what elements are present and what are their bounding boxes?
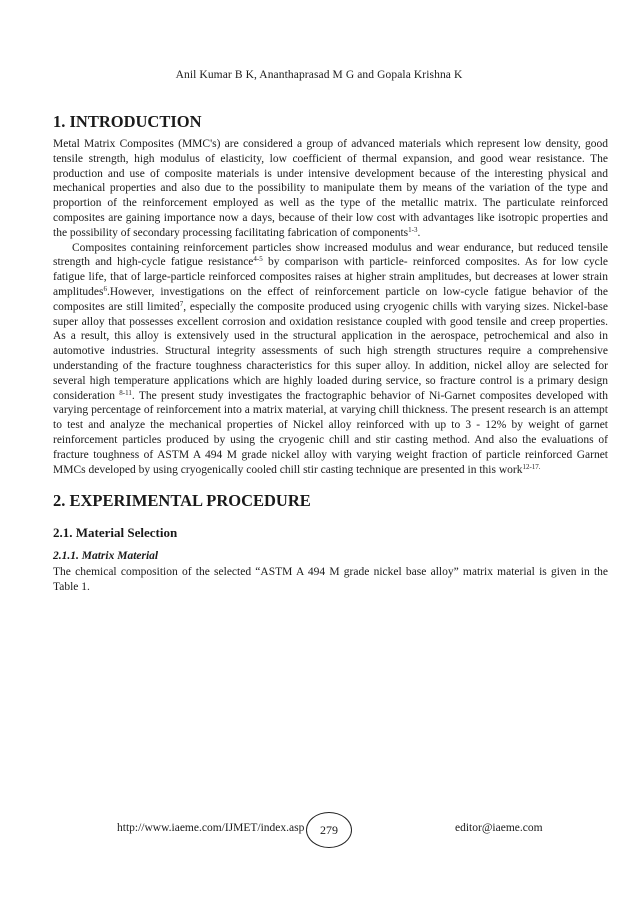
running-header: Anil Kumar B K, Ananthaprasad M G and Gopala Krishna K — [175, 69, 463, 81]
intro-paragraph-2 — [53, 241, 608, 478]
footer-email-link[interactable]: editor@iaeme.com — [455, 822, 543, 834]
page-number: 279 — [306, 812, 352, 848]
citation: 1-3 — [408, 225, 418, 234]
intro-paragraph-1 — [53, 137, 608, 241]
citation: 12-17. — [522, 462, 541, 471]
citation: 8-11 — [119, 388, 132, 397]
intro-p2-text-a: Composites containing reinforcement particles show increased modulus and wear endurance, but reduced tensile strength and high-cycle fatigue resistance — [53, 241, 608, 269]
article-body — [53, 112, 608, 595]
intro-p2-text-c: .However, investigations on the effect of reinforcement particle on low-cycle fatigue behavior of the composites are still limited — [53, 285, 608, 313]
intro-p1-end: . — [417, 226, 421, 239]
intro-p2-text-e: . The present study investigates the fractographic behavior of Ni-Garnet composites developed with varying percentage of reinforcement into a matrix material, at varying chill thickness. The present research is an attempt to test and analyze the mechanical properties of Nickel alloy reinforced with up to 3 - 12% by weight of garnet reinforcement particles produced by using the cryogenic chill and stir casting method. And also the evaluations of fracture toughness of ASTM A 494 M grade nickel alloy with varying weight fraction of particle reinforced Garnet MMCs developed by using cryogenically cooled chill stir casting technique are presented in this work — [53, 389, 608, 476]
section-heading-experimental: 2. EXPERIMENTAL PROCEDURE — [53, 491, 311, 511]
footer-url-link[interactable]: http://www.iaeme.com/IJMET/index.asp — [117, 822, 305, 834]
intro-p1-text: Metal Matrix Composites (MMC's) are considered a group of advanced materials which represent low density, good tensile strength, high modulus of elasticity, low coefficient of thermal expansion, and good wear resistance. The production and use of composite materials is under intensive development because of the interesting physical and mechanical properties and also due to the possibility to manipulate them by means of the variation of the type and proportion of the reinforcement employed as well as the type of the metallic matrix. The particulate reinforced composites are gaining importance now a days, because of their low cost with advantages like isotropic properties and the possibility of secondary processing facilitating fabrication of components — [53, 138, 608, 239]
matrix-material-paragraph: The chemical composition of the selected “ASTM A 494 M grade nickel base alloy” matrix material is given in the Table 1. — [53, 566, 608, 594]
subsubsection-heading-matrix-material: 2.1.1. Matrix Material — [53, 550, 159, 563]
citation: 6 — [103, 284, 107, 293]
page-footer — [0, 812, 638, 848]
section-heading-introduction: 1. INTRODUCTION — [53, 112, 202, 131]
citation: 7 — [179, 299, 184, 308]
subsection-heading-material-selection: 2.1. Material Selection — [53, 525, 178, 541]
citation: 4-5 — [253, 255, 263, 264]
intro-p2-text-d: , especially the composite produced using cryogenic chills with varying sizes. Nickel-base super alloy that possesses excellent corrosion and oxidation resistance coupled with good tensile and creep properties. As a result, this alloy is extensively used in the structural application in the aerospace, petrochemical and also in automotive industries. Structural integrity assessments of such high strength structures require a comprehensive understanding of the fracture toughness characteristics for this super alloy. In addition, nickel alloy are selected for several high temperature applications which are highly loaded during service, so fracture control is a primary design consideration — [53, 300, 608, 402]
intro-p2-text-b: by comparison with particle- reinforced composites. As for low cycle fatigue life, that of large-particle reinforced composites raises at higher strain amplitudes, but decreases at lower strain amplitudes — [53, 256, 608, 298]
